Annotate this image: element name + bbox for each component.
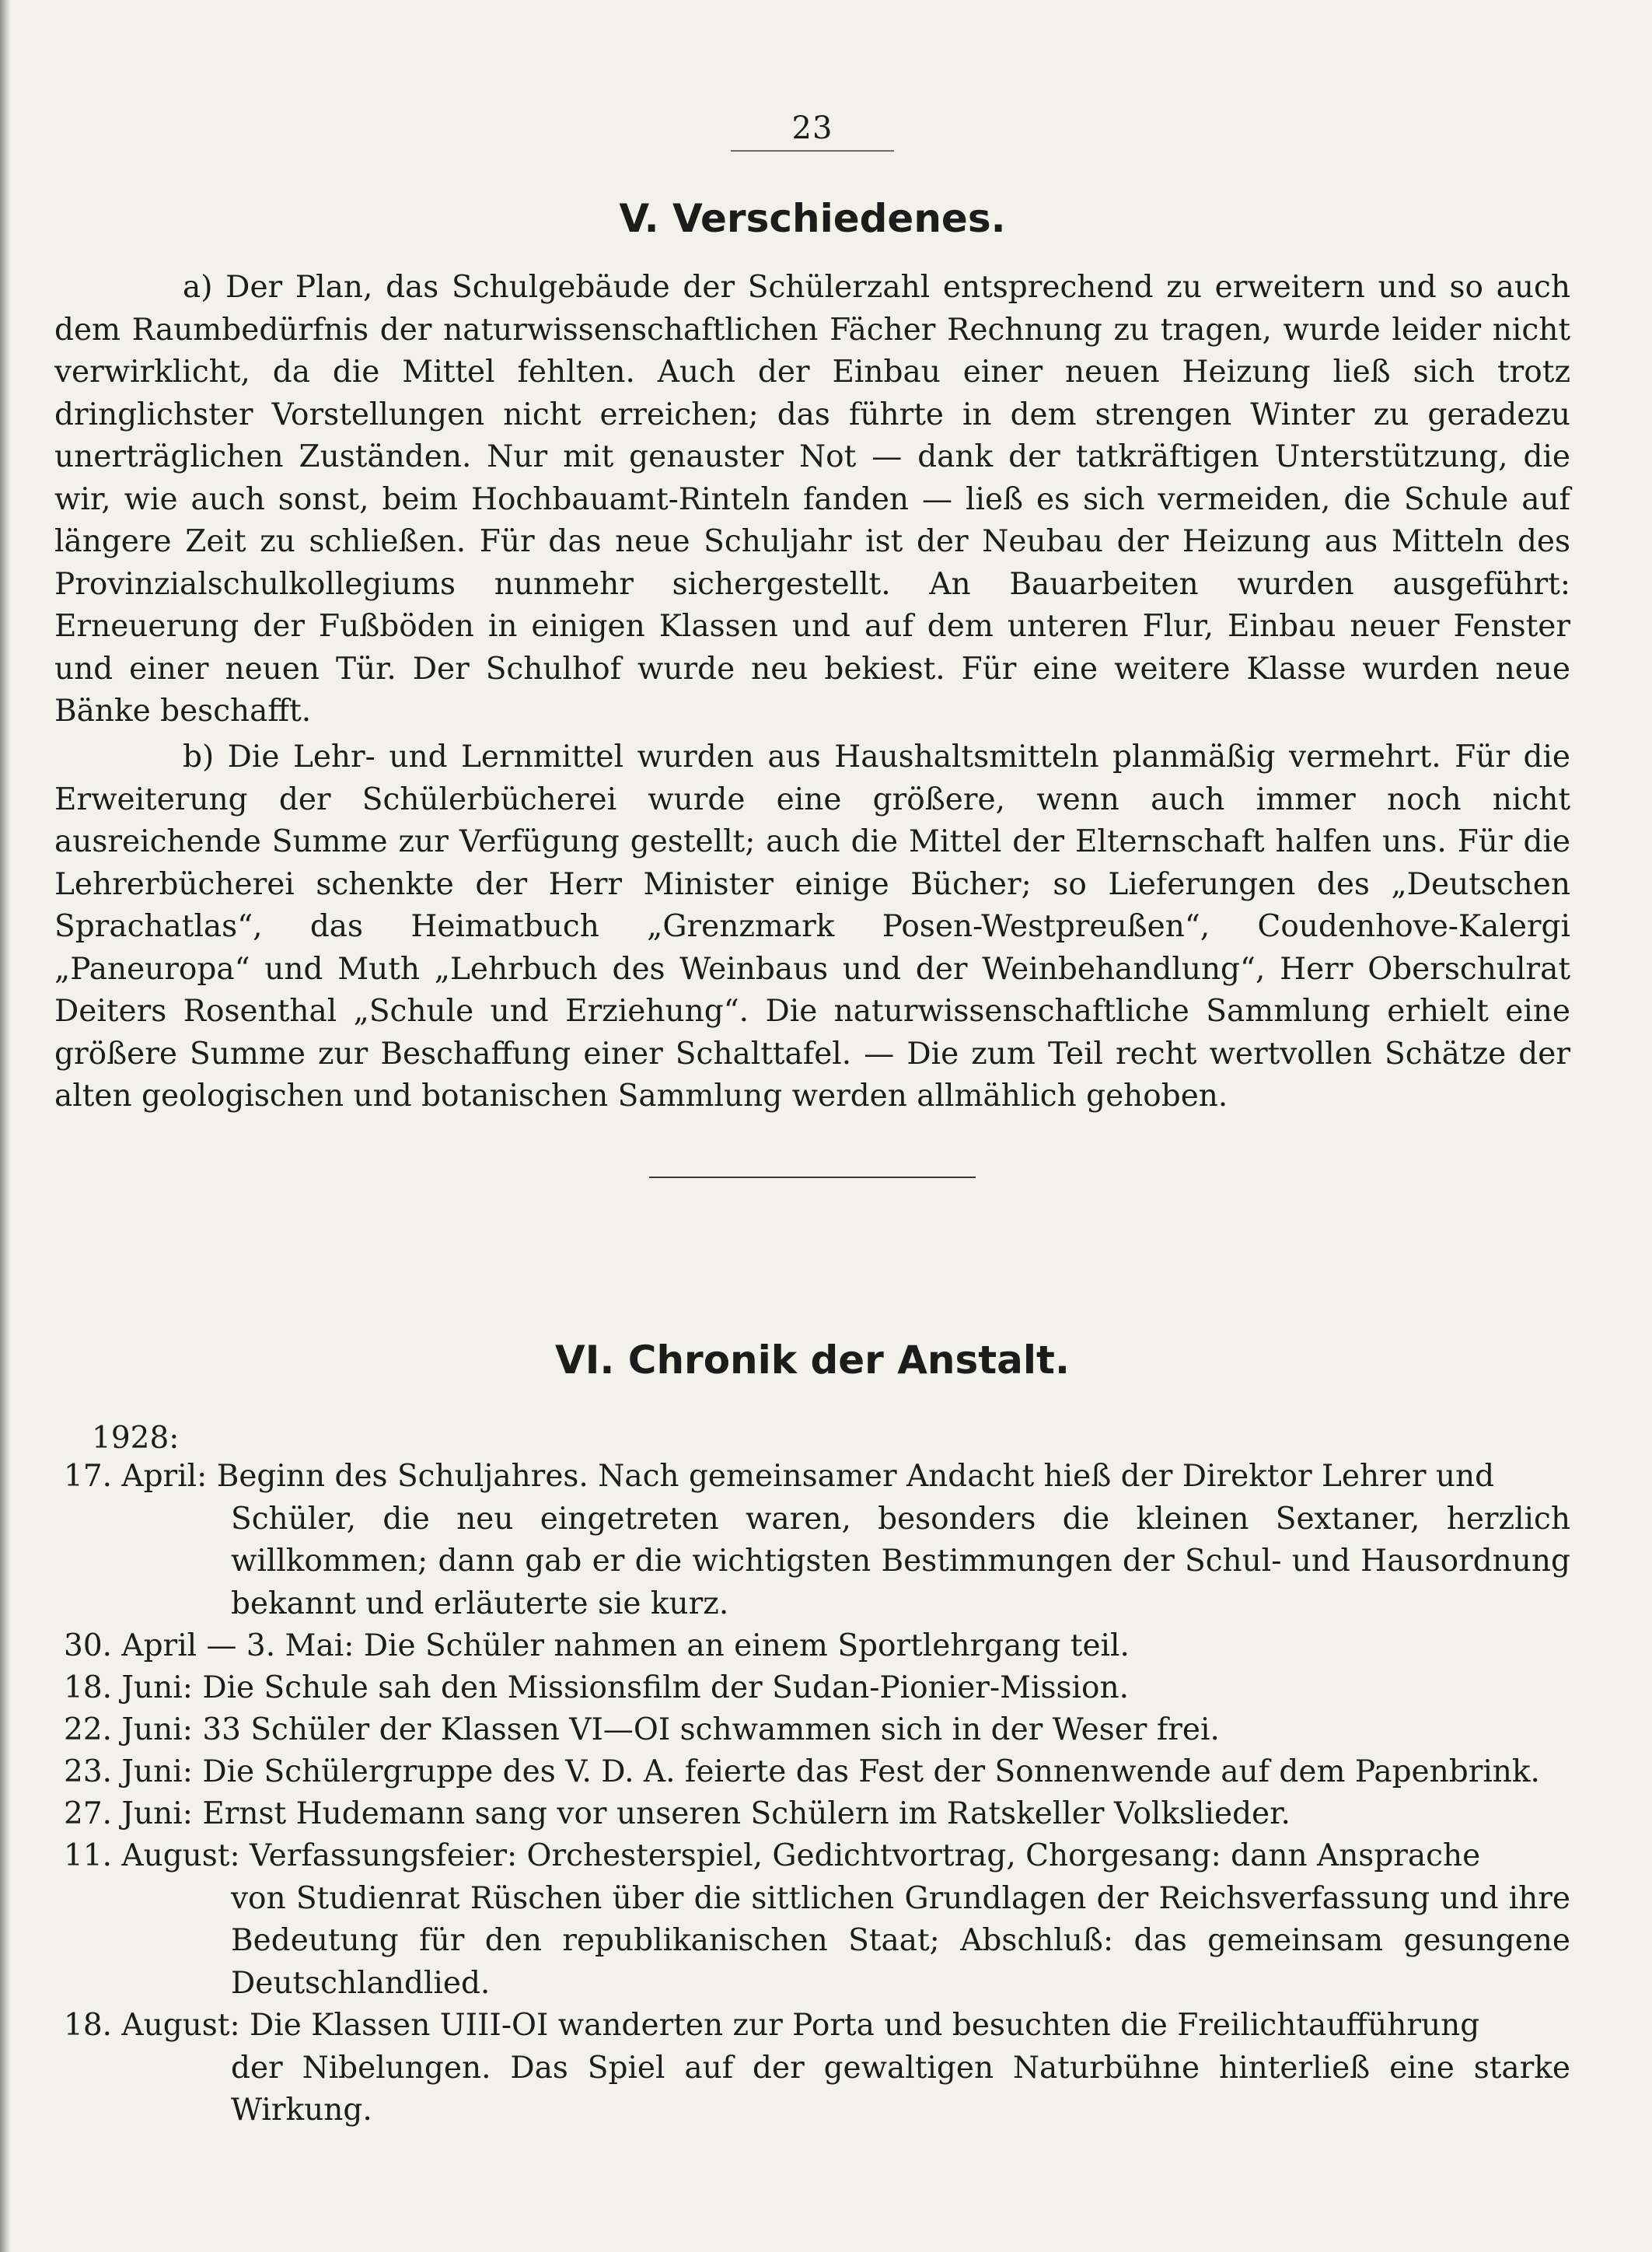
entry-text-rest: Schüler, die neu eingetreten waren, besonders die kleinen Sextaner, herzlich willkommen; dann gab er die wichtigsten Bestimmungen der Schul- und Hausordnung bekannt und erläuterte sie kurz. bbox=[231, 1501, 1570, 1621]
chronicle-year: 1928: bbox=[92, 1421, 180, 1456]
chronicle-entry bbox=[64, 1835, 1570, 2005]
page-edge-shadow bbox=[0, 0, 11, 2252]
chronicle-entry bbox=[64, 1709, 1570, 1752]
section-heading-chronik: VI. Chronik der Anstalt. bbox=[555, 1338, 1070, 1383]
entry-date: 18. August: bbox=[64, 2008, 240, 2043]
entry-text-rest: der Nibelungen. Das Spiel auf der gewaltigen Naturbühne hinterließ eine starke Wirkung. bbox=[231, 2050, 1570, 2128]
entry-text-first: Die Schüler nahmen an einem Sportlehrgang teil. bbox=[363, 1628, 1130, 1663]
entry-text-first: Verfassungsfeier: Orchesterspiel, Gedichtvortrag, Chorgesang: dann Ansprache bbox=[250, 1838, 1481, 1873]
document-page bbox=[54, 0, 1570, 2252]
entry-date: 11. August: bbox=[64, 1838, 240, 1873]
entry-date: 30. April — 3. Mai: bbox=[64, 1628, 354, 1663]
page-number-rule bbox=[731, 150, 894, 152]
entry-text-first: Beginn des Schuljahres. Nach gemeinsamer Andacht hieß der Direktor Lehrer und bbox=[216, 1459, 1495, 1494]
section-heading-verschiedenes: V. Verschiedenes. bbox=[619, 196, 1006, 241]
entry-text-first: Die Klassen UIII-OI wanderten zur Porta und besuchten die Freilichtaufführung bbox=[250, 2008, 1480, 2043]
entry-date: 17. April: bbox=[64, 1459, 208, 1494]
paragraph-a: a) Der Plan, das Schulgebäude der Schülerzahl entsprechend zu erweitern und so auch dem Raumbedürfnis der naturwissenschaftlichen Fächer Rechnung zu tragen, wurde leider nicht verwirklicht, da die Mittel fehlten. Auch der Einbau einer neuen Heizung ließ sich trotz dringlichster Vorstellungen nicht erreichen; das führte in dem strengen Winter zu geradezu unerträglichen Zuständen. Nur mit genauster Not — dank der tatkräftigen Unterstützung, die wir, wie auch sonst, beim Hochbauamt-Rinteln fanden — ließ es sich vermeiden, die Schule auf längere Zeit zu schließen. Für das neue Schuljahr ist der Neubau der Heizung aus Mitteln des Provinzialschulkollegiums nunmehr sichergestellt. An Bauarbeiten wurden ausgeführt: Erneuerung der Fußböden in einigen Klassen und auf dem unteren Flur, Einbau neuer Fenster und einer neuen Tür. Der Schulhof wurde neu bekiest. Für eine weitere Klasse wurden neue Bänke beschafft. bbox=[54, 270, 1570, 729]
section-divider bbox=[649, 1177, 976, 1178]
paragraph-b: b) Die Lehr- und Lernmittel wurden aus Haushaltsmitteln planmäßig vermehrt. Für die Erweiterung der Schülerbücherei wurde eine größere, wenn auch immer noch nicht ausreichende Summe zur Verfügung gestellt; auch die Mittel der Elternschaft halfen uns. Für die Lehrerbücherei schenkte der Herr Minister einige Bücher; so Lieferungen des „Deutschen Sprachatlas“, das Heimatbuch „Grenzmark Posen-Westpreußen“, Coudenhove-Kalergi „Paneuropa“ und Muth „Lehrbuch des Weinbaus und der Weinbehandlung“, Herr Oberschulrat Deiters Rosenthal „Schule und Erziehung“. Die naturwissenschaftliche Sammlung erhielt eine größere Summe zur Beschaffung einer Schalttafel. — Die zum Teil recht wertvollen Schätze der alten geologischen und botanischen Sammlung werden allmählich gehoben. bbox=[54, 740, 1570, 1114]
entry-text-first: Die Schülergruppe des V. D. A. feierte das Fest der Sonnenwende auf dem Papenbrink. bbox=[202, 1754, 1540, 1789]
entry-text-first: Die Schule sah den Missionsfilm der Sudan-Pionier-Mission. bbox=[202, 1670, 1130, 1705]
entry-text-first: Ernst Hudemann sang vor unseren Schülern im Ratskeller Volkslieder. bbox=[202, 1796, 1291, 1831]
chronicle-entry bbox=[64, 1625, 1570, 1668]
chronicle-entry bbox=[64, 1793, 1570, 1836]
entry-text-first: 33 Schüler der Klassen VI—OI schwammen sich in der Weser frei. bbox=[202, 1712, 1220, 1747]
page-number: 23 bbox=[791, 110, 833, 146]
chronicle-entry bbox=[64, 1667, 1570, 1710]
entry-date: 18. Juni: bbox=[64, 1670, 193, 1705]
entry-text-rest: von Studienrat Rüschen über die sittlichen Grundlagen der Reichsverfassung und ihre Bedeutung für den republikanischen Staat; Abschluß: das gemeinsam gesungene Deutschlandlied. bbox=[231, 1880, 1570, 2001]
chronicle-entry bbox=[64, 1456, 1570, 1625]
entry-date: 27. Juni: bbox=[64, 1796, 193, 1831]
chronicle-entry bbox=[64, 2005, 1570, 2132]
entry-date: 22. Juni: bbox=[64, 1712, 193, 1747]
chronicle-entry bbox=[64, 1751, 1570, 1794]
entry-date: 23. Juni: bbox=[64, 1754, 193, 1789]
